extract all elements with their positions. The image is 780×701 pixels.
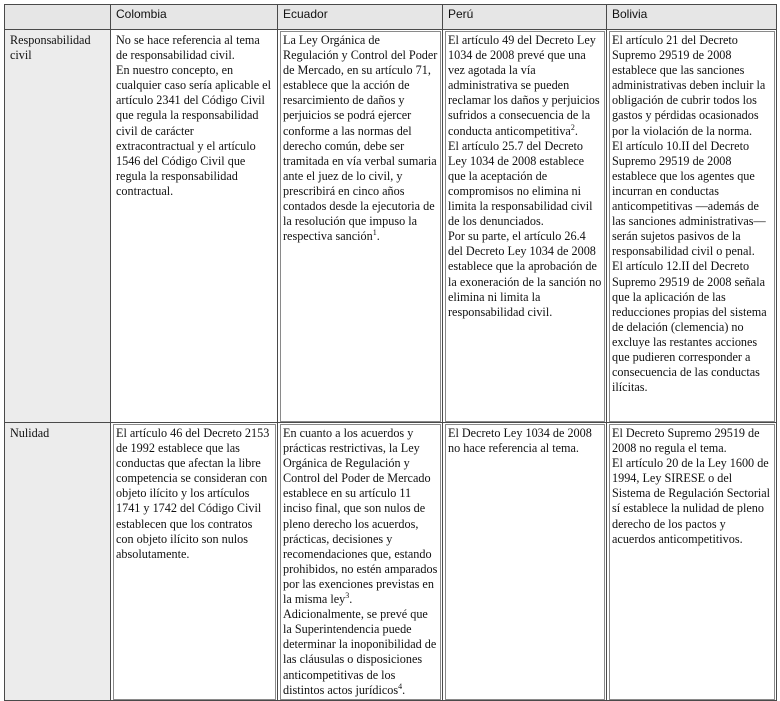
paragraph: El artículo 25.7 del Decreto Ley 1034 de 2008 establece que la aceptación de compromisos no elimina ni limita la responsabilidad civil de los denunciados. (448, 138, 593, 229)
comparison-table (4, 4, 777, 701)
paragraph-text: La Ley Orgánica de Regulación y Control del Poder de Mercado, en su artículo 71, establece que la acción de resarcimiento de daños y perjuicios se podrá ejercer conforme a las normas del derecho común, debe ser tramitada en vía verbal sumaria ante el juez de lo civil, y prescribirá en cinco años contados desde la ejecutoria de la resolución que impuso la respectiva sanción (283, 33, 438, 244)
cell-ecuador-responsabilidad (278, 30, 443, 423)
paragraph: El artículo 21 del Decreto Supremo 29519 de 2008 establece que las sanciones administrativas deben incluir la obligación de cubrir todos los gastos y pérdidas ocasionados por la violación de la norma. (612, 33, 766, 138)
paragraph: Adicionalmente, se prevé que la Superintendencia puede determinar la inoponibilidad de las cláusulas o disposiciones anticompetitivas de los distintos actos jurídicos$^4$. (283, 607, 437, 697)
row-label-nulidad (5, 423, 111, 701)
cell-colombia-responsabilidad (111, 30, 278, 423)
header-ecuador: Ecuador (278, 5, 443, 30)
row-label-text: Responsabilidad civil (10, 33, 91, 63)
paragraph: El artículo 10.II del Decreto Supremo 29519 de 2008 establece que los agentes que incurran en conductas anticompetitivas —además de las sanciones administrativas— serán sujetos pasivos de la responsabilidad civil o penal. (612, 138, 766, 259)
header-peru: Perú (443, 5, 607, 30)
paragraph-text: En cuanto a los acuerdos y prácticas restrictivas, la Ley Orgánica de Regulación y Control del Poder de Mercado establece en su artículo 11 inciso final, que son nulos de pleno derecho los acuerdos, prácticas, decisiones y recomendaciones que, estando prohibidos, no estén amparados por las exenciones previstas en la misma ley (283, 426, 438, 607)
inner-border (445, 424, 605, 700)
row-nulidad (5, 423, 777, 701)
paragraph: El artículo 46 del Decreto 2153 de 1992 establece que las conductas que afectan la libre competencia se consideran con objeto ilícito y los artículos 1741 y 1742 del Código Civil establecen que los contratos con objeto ilícito son nulos absolutamente. (116, 426, 270, 561)
paragraph: Por su parte, el artículo 26.4 del Decreto Ley 1034 de 2008 establece que la aprobación de la exoneración de la sanción no elimina ni limita la responsabilidad civil. (448, 229, 602, 319)
row-label-responsabilidad-civil (5, 30, 111, 423)
cell-ecuador-nulidad (278, 423, 443, 701)
paragraph-text: Adicionalmente, se prevé que la Superintendencia puede determinar la inoponibilidad de las cláusulas o disposiciones anticompetitivas de los distintos actos jurídicos (283, 607, 437, 697)
paragraph: La Ley Orgánica de Regulación y Control del Poder de Mercado, en su artículo 71, establece que la acción de resarcimiento de daños y perjuicios se podrá ejercer conforme a las normas del derecho común, debe ser tramitada en vía verbal sumaria ante el juez de lo civil, y prescribirá en cinco años contados desde la ejecutoria de la resolución que impuso la respectiva sanción$^1$. (283, 33, 438, 244)
paragraph-text: El artículo 49 del Decreto Ley 1034 de 2008 prevé que una vez agotada la vía administrativa se pueden reclamar los daños y perjuicios sufridos a consecuencia de la conducta anticompetitiva (448, 33, 600, 138)
cell-colombia-nulidad (111, 423, 278, 701)
paragraph: El artículo 12.II del Decreto Supremo 29519 de 2008 señala que la aplicación de las reducciones propias del sistema de delación (clemencia) no excluye las restantes acciones que pudieren corresponder a consecuencia de las conductas ilícitas. (612, 259, 767, 395)
paragraph: En nuestro concepto, en cualquier caso sería aplicable el artículo 2341 del Código Civil que regula la responsabilidad civil de carácter extracontractual y el artículo 1546 del Código Civil que regula la responsabilidad contractual. (116, 63, 271, 198)
footnote-ref: 3 (345, 590, 350, 600)
header-row (5, 5, 777, 30)
paragraph: El artículo 49 del Decreto Ley 1034 de 2008 prevé que una vez agotada la vía administrativa se pueden reclamar los daños y perjuicios sufridos a consecuencia de la conducta anticompetitiva$^2$. (448, 33, 600, 138)
paragraph: El artículo 20 de la Ley 1600 de 1994, Ley SIRESE o del Sistema de Regulación Sectorial sí establece la nulidad de pleno derecho de los pactos y acuerdos anticompetitivos. (612, 456, 771, 546)
paragraph: El Decreto Supremo 29519 de 2008 no regula el tema. (612, 426, 760, 456)
row-responsabilidad-civil (5, 30, 777, 423)
row-label-text: Nulidad (10, 426, 50, 440)
header-bolivia: Bolivia (607, 5, 777, 30)
cell-peru-responsabilidad (443, 30, 607, 423)
footnote-ref: 1 (372, 228, 377, 238)
cell-peru-nulidad (443, 423, 607, 701)
header-colombia: Colombia (111, 5, 278, 30)
cell-bolivia-responsabilidad (607, 30, 777, 423)
footnote-ref: 2 (570, 122, 575, 132)
paragraph: El Decreto Ley 1034 de 2008 no hace referencia al tema. (448, 426, 592, 456)
header-corner (5, 5, 111, 30)
footnote-ref: 4 (398, 681, 403, 691)
cell-bolivia-nulidad (607, 423, 777, 701)
paragraph: En cuanto a los acuerdos y prácticas restrictivas, la Ley Orgánica de Regulación y Control del Poder de Mercado establece en su artículo 11 inciso final, que son nulos de pleno derecho los acuerdos, prácticas, decisiones y recomendaciones que, estando prohibidos, no estén amparados por las exenciones previstas en la misma ley$^3$. (283, 426, 438, 607)
paragraph: No se hace referencia al tema de responsabilidad civil. (116, 33, 260, 63)
